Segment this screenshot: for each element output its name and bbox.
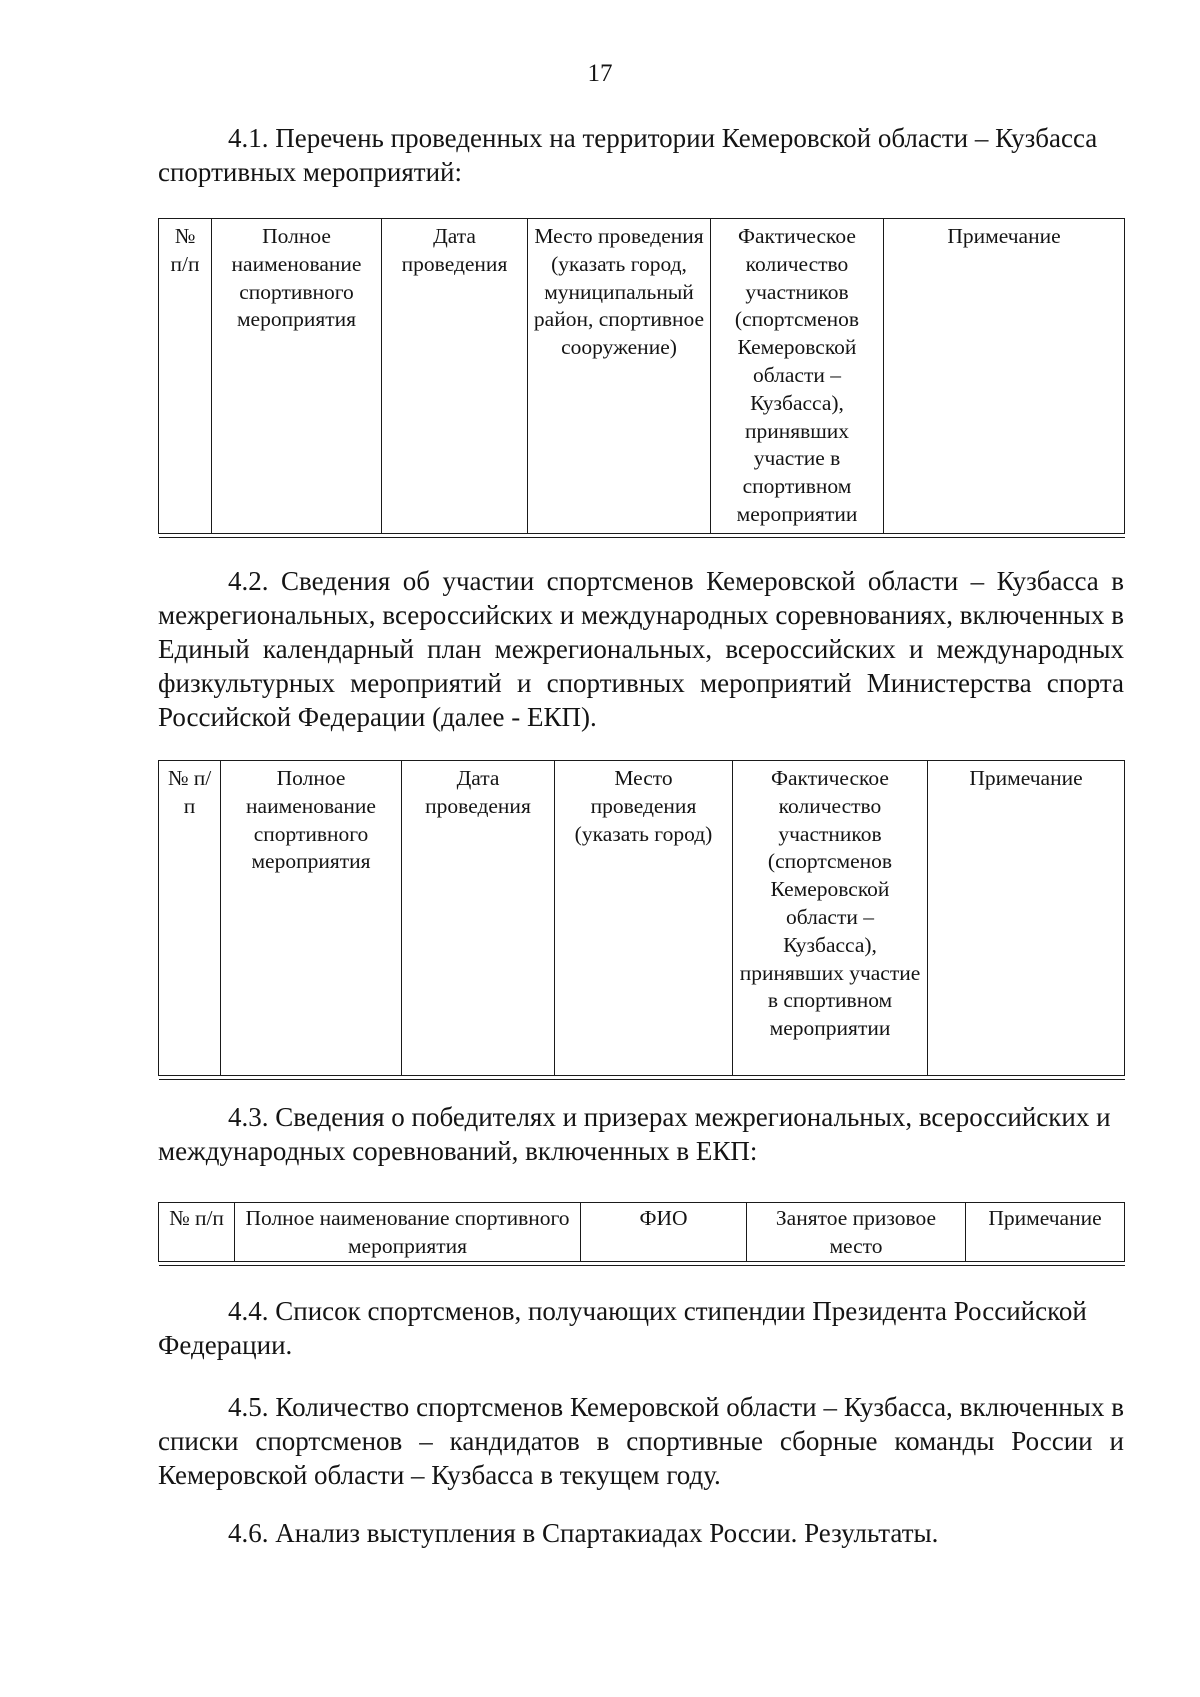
- events-table: [158, 218, 1125, 538]
- column-header: Полное наименование спортивного мероприятия: [235, 1203, 581, 1262]
- column-header: Фактическое количество участников (спортсменов Кемеровской области – Кузбасса), принявших участие в спортивном мероприятии: [733, 761, 928, 1076]
- section-4-3: [158, 1100, 1124, 1168]
- column-header: Место проведения (указать город, муниципальный район, спортивное сооружение): [528, 219, 711, 534]
- section-4-5: [158, 1390, 1124, 1492]
- column-header: Место проведения (указать город): [555, 761, 733, 1076]
- column-header: Полное наименование спортивного мероприятия: [221, 761, 402, 1076]
- column-header: ФИО: [581, 1203, 747, 1262]
- page-number: 17: [587, 60, 613, 87]
- section-4-2: [158, 564, 1124, 734]
- table-header-row: [159, 219, 1125, 534]
- competitions-table: [158, 760, 1125, 1080]
- table-header-row: [159, 1203, 1125, 1262]
- column-header: Занятое призовое место: [747, 1203, 966, 1262]
- table-header-row: [159, 761, 1125, 1076]
- winners-table: [158, 1202, 1125, 1266]
- section-4-4-text: 4.4. Список спортсменов, получающих стипендии Президента Российской Федерации.: [158, 1296, 1087, 1360]
- section-4-1-text: 4.1. Перечень проведенных на территории Кемеровской области – Кузбасса спортивных мероприятий:: [158, 123, 1098, 187]
- column-header: Примечание: [966, 1203, 1125, 1262]
- column-header: Дата проведения: [382, 219, 528, 534]
- section-4-1: [158, 121, 1124, 189]
- table-empty-row: [159, 1076, 1125, 1080]
- section-4-6: [158, 1516, 1124, 1550]
- table-empty-row: [159, 1261, 1125, 1265]
- table-empty-row: [159, 534, 1125, 538]
- column-header: Фактическое количество участников (спортсменов Кемеровской области – Кузбасса), принявших участие в спортивном мероприятии: [711, 219, 884, 534]
- section-4-3-text: 4.3. Сведения о победителях и призерах межрегиональных, всероссийских и международных соревнований, включенных в ЕКП:: [158, 1102, 1111, 1166]
- column-header: Полное наименование спортивного мероприятия: [212, 219, 382, 534]
- column-header: № п/п: [159, 1203, 235, 1262]
- column-header: Примечание: [884, 219, 1125, 534]
- section-4-2-text: 4.2. Сведения об участии спортсменов Кемеровской области – Кузбасса в межрегиональных, всероссийских и международных соревнованиях, включенных в Единый календарный план межрегиональных, всероссийских и международных физкультурных мероприятий и спортивных мероприятий Министерства спорта Российской Федерации (далее - ЕКП).: [158, 566, 1124, 732]
- column-header: № п/п: [159, 219, 212, 534]
- section-4-4: [158, 1294, 1124, 1362]
- section-4-5-text: 4.5. Количество спортсменов Кемеровской области – Кузбасса, включенных в списки спортсменов – кандидатов в спортивные сборные команды России и Кемеровской области – Кузбасса в текущем году.: [158, 1392, 1124, 1490]
- column-header: Примечание: [928, 761, 1125, 1076]
- column-header: № п/п: [159, 761, 221, 1076]
- section-4-6-text: 4.6. Анализ выступления в Спартакиадах России. Результаты.: [228, 1518, 939, 1548]
- column-header: Дата проведения: [402, 761, 555, 1076]
